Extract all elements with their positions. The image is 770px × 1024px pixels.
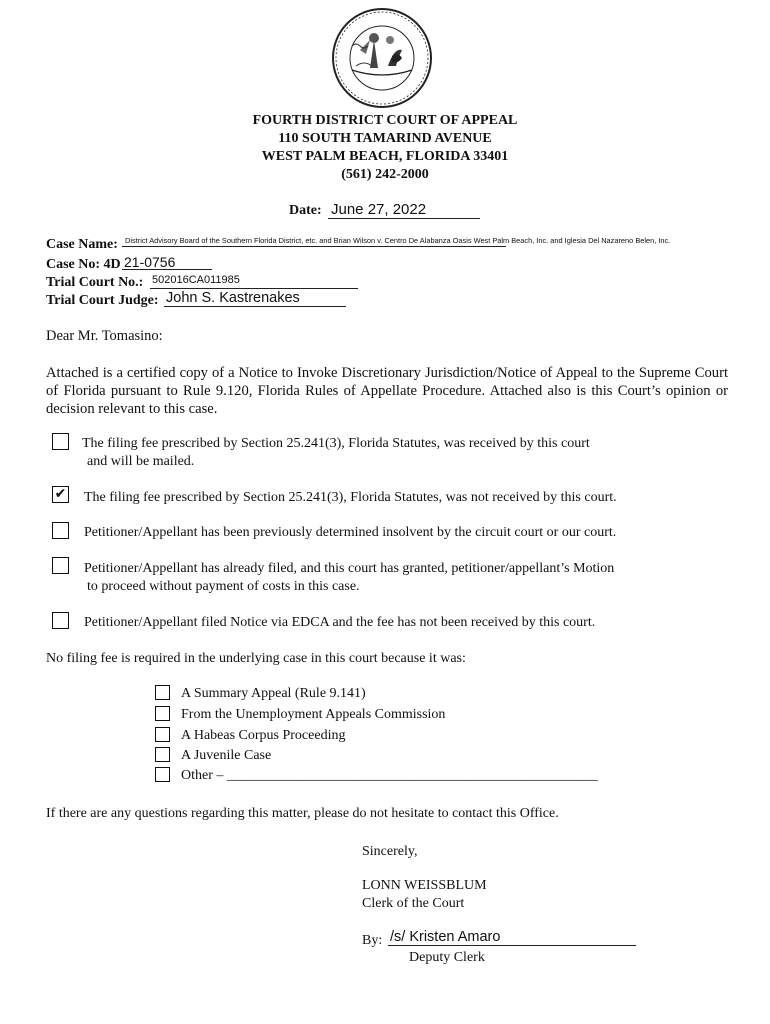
edca-checkbox[interactable] xyxy=(52,612,69,629)
salutation: Dear Mr. Tomasino: xyxy=(46,328,163,344)
trial-judge-value: John S. Kastrenakes xyxy=(166,290,300,306)
insolvent-text: Petitioner/Appellant has been previously determined insolvent by the circuit court or our court. xyxy=(84,525,617,540)
motion-granted-text-cont: to proceed without payment of costs in this case. xyxy=(87,579,360,594)
juvenile-case-text: A Juvenile Case xyxy=(181,748,272,763)
habeas-corpus-text: A Habeas Corpus Proceeding xyxy=(181,728,346,743)
deputy-clerk-title: Deputy Clerk xyxy=(409,950,485,965)
summary-appeal-checkbox[interactable] xyxy=(155,685,170,700)
summary-appeal-text: A Summary Appeal (Rule 9.141) xyxy=(181,686,366,701)
fee-not-received-checkbox[interactable]: ✔ xyxy=(52,486,69,503)
no-fee-intro: No filing fee is required in the underlying case in this court because it was: xyxy=(46,651,466,666)
unemployment-checkbox[interactable] xyxy=(155,706,170,721)
trial-judge-label: Trial Court Judge: xyxy=(46,293,159,308)
fee-received-checkbox[interactable] xyxy=(52,433,69,450)
state-seal xyxy=(330,6,434,110)
fee-received-text-cont: and will be mailed. xyxy=(87,454,195,469)
trial-court-no-field[interactable] xyxy=(150,274,358,289)
signature-field[interactable] xyxy=(388,929,636,946)
signature-value: /s/ Kristen Amaro xyxy=(390,929,501,945)
juvenile-case-checkbox[interactable] xyxy=(155,747,170,762)
motion-granted-checkbox[interactable] xyxy=(52,557,69,574)
closing-line: If there are any questions regarding this matter, please do not hesitate to contact this Office. xyxy=(46,806,559,821)
court-name: FOURTH DISTRICT COURT OF APPEAL xyxy=(252,113,518,128)
court-street: 110 SOUTH TAMARIND AVENUE xyxy=(278,131,492,146)
body-paragraph: Attached is a certified copy of a Notice to Invoke Discretionary Jurisdiction/Notice of Appeal to the Supreme Court of Florida pursuant to Rule 9.120, Florida Rules of Appellate Procedure. Attached also is this Court’s opinion or decision relevant to this case. xyxy=(46,365,728,417)
case-name-label: Case Name: xyxy=(46,237,118,252)
clerk-name: LONN WEISSBLUM xyxy=(362,878,487,893)
motion-granted-text: Petitioner/Appellant has already filed, and this court has granted, petitioner/appellant’s Motion xyxy=(84,561,615,576)
clerk-title: Clerk of the Court xyxy=(362,896,465,911)
fee-not-received-text: The filing fee prescribed by Section 25.241(3), Florida Statutes, was not received by this court. xyxy=(84,490,617,505)
fee-received-text: The filing fee prescribed by Section 25.241(3), Florida Statutes, was received by this court xyxy=(82,436,590,451)
other-checkbox[interactable] xyxy=(155,767,170,782)
case-name-value: District Advisory Board of the Southern Florida District, etc. and Brian Wilson v. Centro De Alabanza Oasis West Palm Beach, Inc. and Iglesia Del Nazareno Belen, Inc. xyxy=(125,236,671,245)
unemployment-text: From the Unemployment Appeals Commission xyxy=(181,707,446,722)
trial-court-no-value: 502016CA011985 xyxy=(152,274,240,286)
case-no-label: Case No: 4D xyxy=(46,257,121,272)
by-label: By: xyxy=(362,933,383,948)
case-no-field[interactable] xyxy=(122,254,212,270)
trial-judge-field[interactable] xyxy=(164,290,346,307)
court-phone: (561) 242-2000 xyxy=(341,167,429,182)
other-text: Other – _____________________________________________________ xyxy=(181,768,598,783)
court-city: WEST PALM BEACH, FLORIDA 33401 xyxy=(261,149,509,164)
date-field[interactable] xyxy=(328,200,480,219)
trial-court-no-label: Trial Court No.: xyxy=(46,275,144,290)
case-no-value: 21-0756 xyxy=(124,254,176,270)
insolvent-checkbox[interactable] xyxy=(52,522,69,539)
date-value: June 27, 2022 xyxy=(331,201,427,218)
date-label: Date: xyxy=(289,203,322,218)
edca-text: Petitioner/Appellant filed Notice via EDCA and the fee has not been received by this court. xyxy=(84,615,596,630)
habeas-corpus-checkbox[interactable] xyxy=(155,727,170,742)
sincerely: Sincerely, xyxy=(362,844,418,859)
